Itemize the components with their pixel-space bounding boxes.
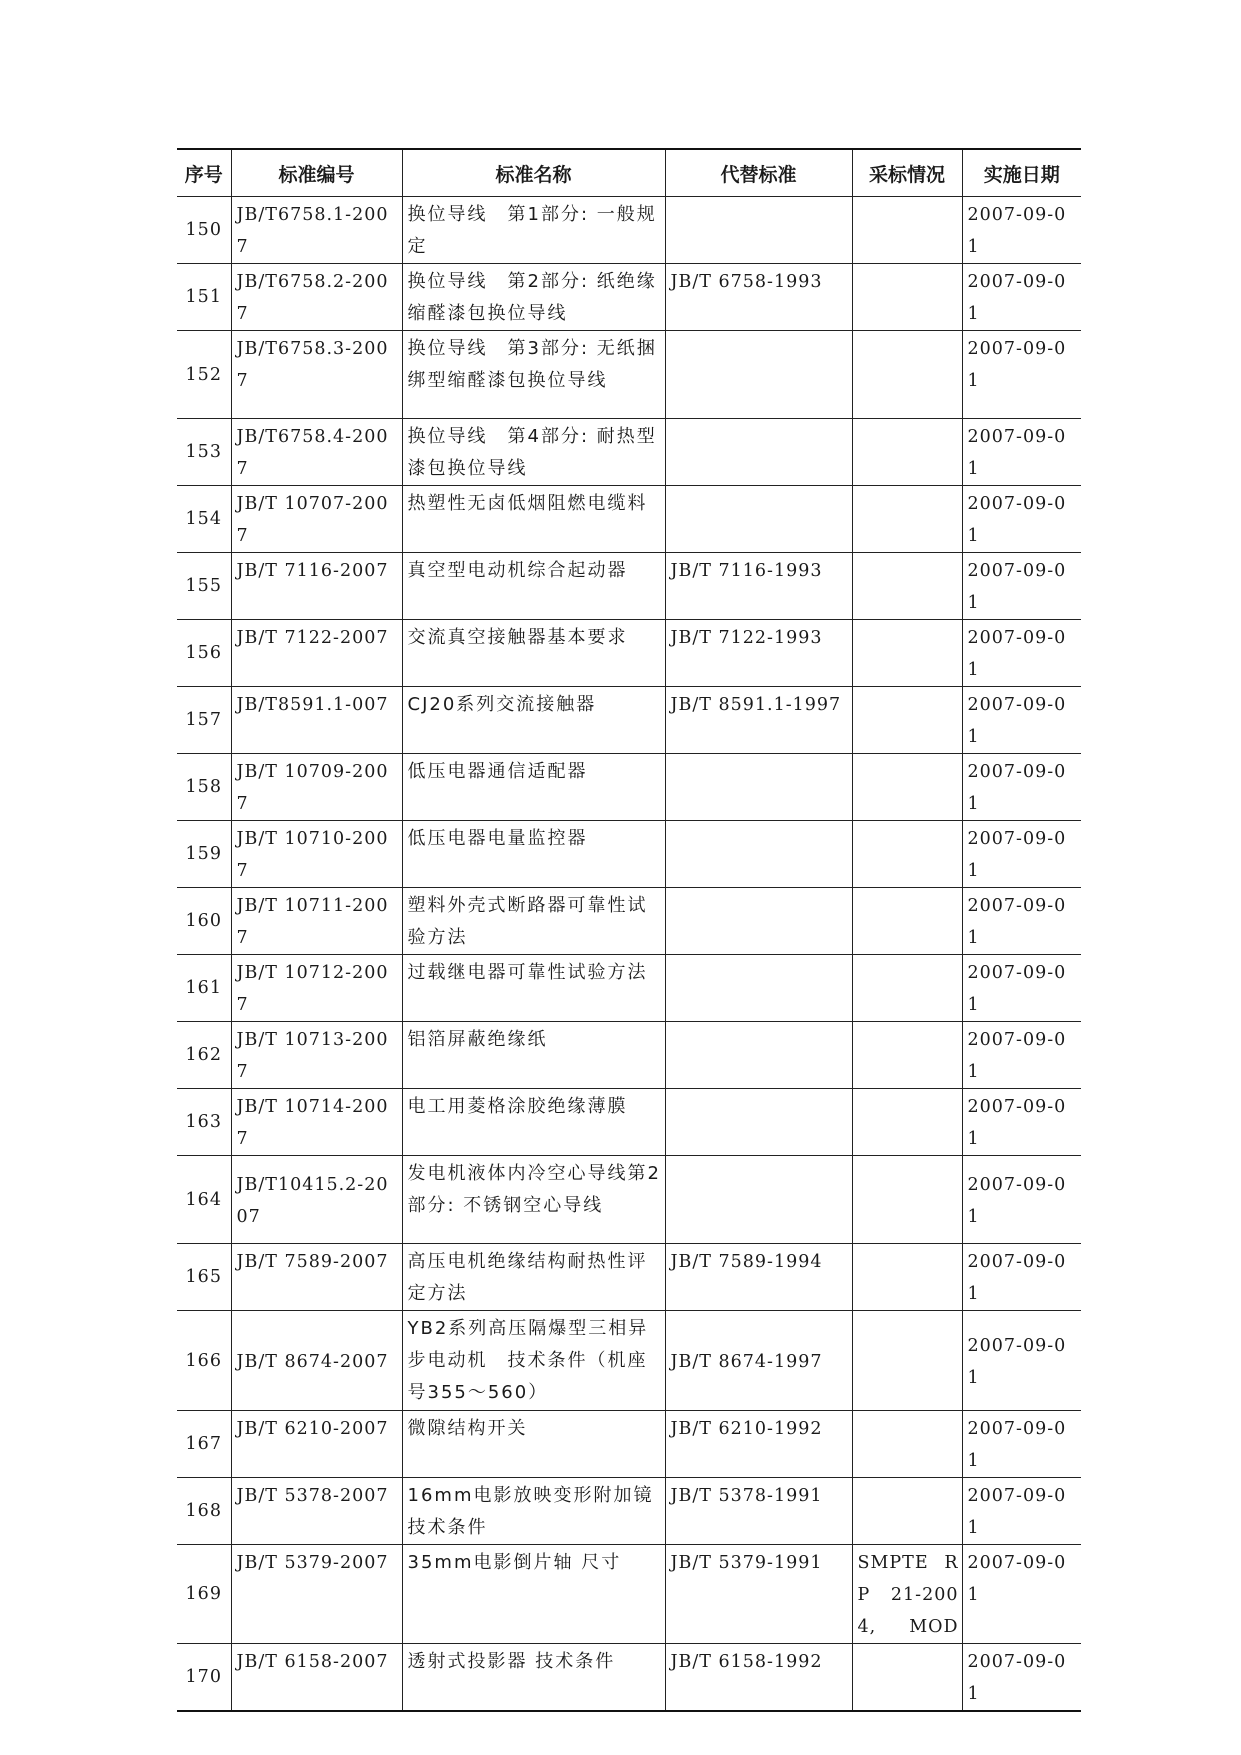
cell-adoption-status xyxy=(852,1022,962,1089)
cell-replaced-standard xyxy=(665,955,852,1022)
cell-adoption-status xyxy=(852,1478,962,1545)
cell-standard-code: JB/T 10710-2007 xyxy=(231,821,402,888)
cell-standard-name: 热塑性无卤低烟阻燃电缆料 xyxy=(402,486,665,553)
cell-standard-code: JB/T6758.3-2007 xyxy=(231,331,402,419)
cell-replaced-standard xyxy=(665,419,852,486)
cell-replaced-standard xyxy=(665,821,852,888)
cell-implementation-date: 2007-09-01 xyxy=(962,687,1081,754)
cell-implementation-date: 2007-09-01 xyxy=(962,888,1081,955)
cell-standard-code: JB/T 6210-2007 xyxy=(231,1411,402,1478)
cell-standard-code: JB/T10415.2-2007 xyxy=(231,1156,402,1244)
table-body xyxy=(177,197,1081,1712)
cell-replaced-standard: JB/T 5379-1991 xyxy=(665,1545,852,1644)
cell-replaced-standard: JB/T 5378-1991 xyxy=(665,1478,852,1545)
cell-adoption-status xyxy=(852,1311,962,1411)
cell-adoption-status xyxy=(852,754,962,821)
header-serial-number: 序号 xyxy=(177,149,231,197)
table-row xyxy=(177,197,1081,264)
cell-adoption-status xyxy=(852,331,962,419)
cell-adoption-status xyxy=(852,1411,962,1478)
cell-implementation-date: 2007-09-01 xyxy=(962,955,1081,1022)
cell-standard-name: 低压电器电量监控器 xyxy=(402,821,665,888)
table-row xyxy=(177,331,1081,419)
cell-standard-code: JB/T 10714-2007 xyxy=(231,1089,402,1156)
cell-replaced-standard xyxy=(665,486,852,553)
cell-standard-name: 塑料外壳式断路器可靠性试验方法 xyxy=(402,888,665,955)
cell-replaced-standard: JB/T 6758-1993 xyxy=(665,264,852,331)
cell-implementation-date: 2007-09-01 xyxy=(962,331,1081,419)
table-row xyxy=(177,1156,1081,1244)
standards-table xyxy=(177,148,1081,1712)
cell-implementation-date: 2007-09-01 xyxy=(962,1411,1081,1478)
table-row xyxy=(177,1022,1081,1089)
cell-standard-name: 低压电器通信适配器 xyxy=(402,754,665,821)
cell-adoption-status xyxy=(852,620,962,687)
cell-standard-code: JB/T 8674-2007 xyxy=(231,1311,402,1411)
cell-standard-name: 16mm电影放映变形附加镜技术条件 xyxy=(402,1478,665,1545)
cell-standard-name: 电工用菱格涂胶绝缘薄膜 xyxy=(402,1089,665,1156)
cell-standard-name: 透射式投影器 技术条件 xyxy=(402,1644,665,1712)
cell-adoption-status xyxy=(852,197,962,264)
cell-implementation-date: 2007-09-01 xyxy=(962,264,1081,331)
cell-standard-name: 微隙结构开关 xyxy=(402,1411,665,1478)
header-replaced-standard: 代替标准 xyxy=(665,149,852,197)
table-row xyxy=(177,754,1081,821)
cell-adoption-status xyxy=(852,1644,962,1712)
table-row xyxy=(177,955,1081,1022)
cell-adoption-status xyxy=(852,419,962,486)
cell-replaced-standard: JB/T 7116-1993 xyxy=(665,553,852,620)
header-row xyxy=(177,149,1081,197)
cell-standard-name: 换位导线 第4部分: 耐热型漆包换位导线 xyxy=(402,419,665,486)
cell-standard-name: 发电机液体内冷空心导线第2部分: 不锈钢空心导线 xyxy=(402,1156,665,1244)
cell-standard-name: 35mm电影倒片轴 尺寸 xyxy=(402,1545,665,1644)
cell-replaced-standard xyxy=(665,1156,852,1244)
cell-replaced-standard: JB/T 6210-1992 xyxy=(665,1411,852,1478)
cell-standard-code: JB/T8591.1-007 xyxy=(231,687,402,754)
cell-adoption-status xyxy=(852,1156,962,1244)
cell-serial-number: 161 xyxy=(177,955,231,1022)
cell-implementation-date: 2007-09-01 xyxy=(962,419,1081,486)
cell-serial-number: 160 xyxy=(177,888,231,955)
table-row xyxy=(177,553,1081,620)
cell-implementation-date: 2007-09-01 xyxy=(962,620,1081,687)
cell-implementation-date: 2007-09-01 xyxy=(962,1156,1081,1244)
cell-standard-name: 铝箔屏蔽绝缘纸 xyxy=(402,1022,665,1089)
cell-implementation-date: 2007-09-01 xyxy=(962,1311,1081,1411)
cell-serial-number: 156 xyxy=(177,620,231,687)
cell-standard-name: 高压电机绝缘结构耐热性评定方法 xyxy=(402,1244,665,1311)
cell-implementation-date: 2007-09-01 xyxy=(962,1545,1081,1644)
cell-standard-code: JB/T 10712-2007 xyxy=(231,955,402,1022)
cell-standard-code: JB/T 7122-2007 xyxy=(231,620,402,687)
cell-serial-number: 165 xyxy=(177,1244,231,1311)
table-row xyxy=(177,1089,1081,1156)
cell-adoption-status xyxy=(852,264,962,331)
table-row xyxy=(177,1311,1081,1411)
header-adoption-status: 采标情况 xyxy=(852,149,962,197)
cell-replaced-standard: JB/T 7589-1994 xyxy=(665,1244,852,1311)
cell-serial-number: 150 xyxy=(177,197,231,264)
cell-implementation-date: 2007-09-01 xyxy=(962,553,1081,620)
cell-adoption-status xyxy=(852,553,962,620)
cell-serial-number: 168 xyxy=(177,1478,231,1545)
cell-implementation-date: 2007-09-01 xyxy=(962,1244,1081,1311)
table-row xyxy=(177,888,1081,955)
cell-implementation-date: 2007-09-01 xyxy=(962,1478,1081,1545)
cell-adoption-status xyxy=(852,1089,962,1156)
cell-standard-code: JB/T6758.1-2007 xyxy=(231,197,402,264)
cell-standard-name: YB2系列高压隔爆型三相异步电动机 技术条件（机座号355～560） xyxy=(402,1311,665,1411)
cell-replaced-standard xyxy=(665,197,852,264)
table-row xyxy=(177,821,1081,888)
table-row xyxy=(177,486,1081,553)
cell-implementation-date: 2007-09-01 xyxy=(962,1644,1081,1712)
cell-replaced-standard xyxy=(665,888,852,955)
cell-adoption-status xyxy=(852,888,962,955)
cell-adoption-status xyxy=(852,687,962,754)
cell-standard-code: JB/T 10711-2007 xyxy=(231,888,402,955)
cell-replaced-standard: JB/T 7122-1993 xyxy=(665,620,852,687)
cell-replaced-standard: JB/T 6158-1992 xyxy=(665,1644,852,1712)
cell-serial-number: 163 xyxy=(177,1089,231,1156)
cell-serial-number: 153 xyxy=(177,419,231,486)
cell-standard-name: 换位导线 第2部分: 纸绝缘缩醛漆包换位导线 xyxy=(402,264,665,331)
cell-replaced-standard: JB/T 8674-1997 xyxy=(665,1311,852,1411)
cell-standard-code: JB/T 10707-2007 xyxy=(231,486,402,553)
cell-standard-name: CJ20系列交流接触器 xyxy=(402,687,665,754)
cell-implementation-date: 2007-09-01 xyxy=(962,754,1081,821)
cell-standard-code: JB/T 10713-2007 xyxy=(231,1022,402,1089)
cell-serial-number: 151 xyxy=(177,264,231,331)
cell-standard-code: JB/T 7116-2007 xyxy=(231,553,402,620)
header-standard-name: 标准名称 xyxy=(402,149,665,197)
table-row xyxy=(177,1411,1081,1478)
header-standard-code: 标准编号 xyxy=(231,149,402,197)
table-row xyxy=(177,620,1081,687)
cell-replaced-standard xyxy=(665,754,852,821)
cell-serial-number: 152 xyxy=(177,331,231,419)
cell-serial-number: 169 xyxy=(177,1545,231,1644)
cell-standard-name: 换位导线 第1部分: 一般规定 xyxy=(402,197,665,264)
cell-adoption-status xyxy=(852,486,962,553)
cell-standard-code: JB/T 10709-2007 xyxy=(231,754,402,821)
cell-serial-number: 158 xyxy=(177,754,231,821)
cell-standard-name: 过载继电器可靠性试验方法 xyxy=(402,955,665,1022)
cell-serial-number: 170 xyxy=(177,1644,231,1712)
cell-implementation-date: 2007-09-01 xyxy=(962,1089,1081,1156)
header-implementation-date: 实施日期 xyxy=(962,149,1081,197)
cell-serial-number: 154 xyxy=(177,486,231,553)
cell-serial-number: 167 xyxy=(177,1411,231,1478)
cell-adoption-status xyxy=(852,955,962,1022)
cell-serial-number: 164 xyxy=(177,1156,231,1244)
cell-standard-code: JB/T6758.2-2007 xyxy=(231,264,402,331)
table-row xyxy=(177,687,1081,754)
cell-serial-number: 157 xyxy=(177,687,231,754)
cell-standard-name: 换位导线 第3部分: 无纸捆绑型缩醛漆包换位导线 xyxy=(402,331,665,419)
table-row xyxy=(177,1244,1081,1311)
cell-standard-code: JB/T 7589-2007 xyxy=(231,1244,402,1311)
cell-implementation-date: 2007-09-01 xyxy=(962,821,1081,888)
cell-serial-number: 159 xyxy=(177,821,231,888)
table-row xyxy=(177,1644,1081,1712)
cell-standard-name: 真空型电动机综合起动器 xyxy=(402,553,665,620)
cell-implementation-date: 2007-09-01 xyxy=(962,486,1081,553)
cell-standard-code: JB/T 6158-2007 xyxy=(231,1644,402,1712)
table-row xyxy=(177,419,1081,486)
table-row xyxy=(177,1478,1081,1545)
cell-standard-code: JB/T 5378-2007 xyxy=(231,1478,402,1545)
cell-implementation-date: 2007-09-01 xyxy=(962,197,1081,264)
cell-standard-name: 交流真空接触器基本要求 xyxy=(402,620,665,687)
cell-adoption-status xyxy=(852,821,962,888)
cell-replaced-standard xyxy=(665,1022,852,1089)
cell-serial-number: 162 xyxy=(177,1022,231,1089)
cell-serial-number: 166 xyxy=(177,1311,231,1411)
cell-adoption-status xyxy=(852,1244,962,1311)
cell-standard-code: JB/T 5379-2007 xyxy=(231,1545,402,1644)
cell-serial-number: 155 xyxy=(177,553,231,620)
cell-replaced-standard: JB/T 8591.1-1997 xyxy=(665,687,852,754)
table-row xyxy=(177,264,1081,331)
table-row xyxy=(177,1545,1081,1644)
cell-implementation-date: 2007-09-01 xyxy=(962,1022,1081,1089)
cell-replaced-standard xyxy=(665,331,852,419)
cell-replaced-standard xyxy=(665,1089,852,1156)
cell-adoption-status: SMPTE RP 21-2004, MOD xyxy=(852,1545,962,1644)
cell-standard-code: JB/T6758.4-2007 xyxy=(231,419,402,486)
